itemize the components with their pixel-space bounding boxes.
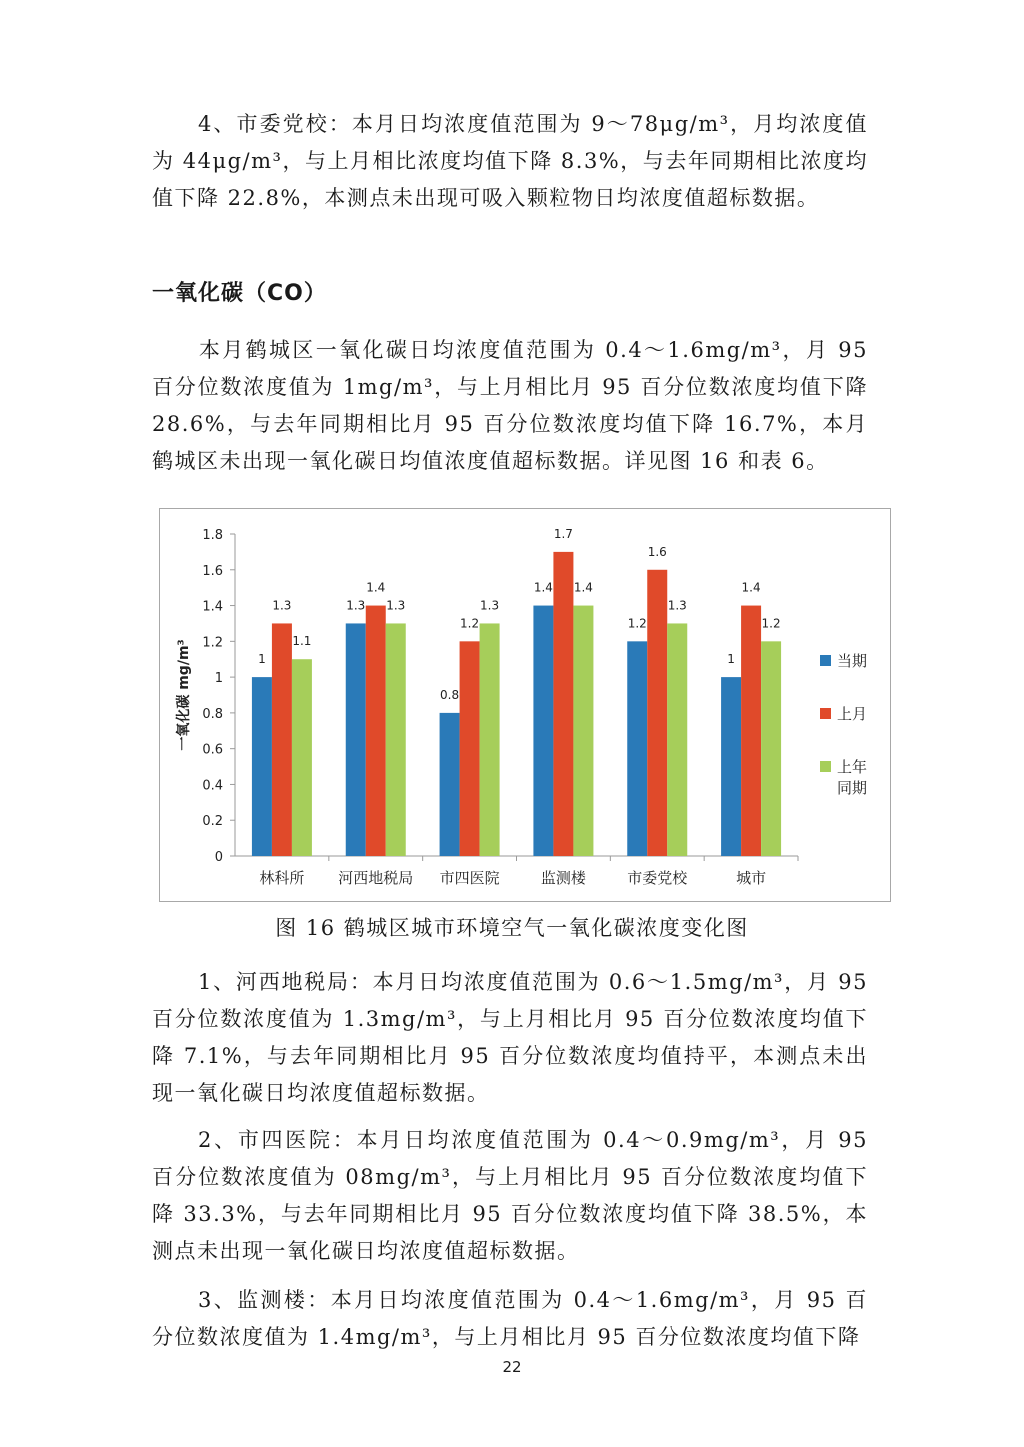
bar-value-label: 1.3 (667, 598, 687, 613)
bar-value-label: 1.3 (346, 598, 366, 613)
y-tick-label: 0 (214, 850, 223, 865)
y-tick-label: 0.4 (202, 778, 223, 794)
legend-label: 上月 (837, 705, 868, 723)
bar-current (627, 641, 647, 856)
bar-value-label: 1 (727, 652, 735, 667)
bar-last-year (292, 659, 312, 856)
paragraph-co-summary (152, 332, 868, 480)
x-category-label: 监测楼 (540, 869, 586, 887)
y-tick-label: 0.8 (202, 706, 223, 722)
bar-value-label: 1.2 (460, 616, 480, 631)
bar-value-label: 1.6 (647, 544, 667, 559)
bar-last-month (647, 570, 667, 856)
page-number: 22 (502, 1358, 522, 1376)
paragraph-hexi-tax-bureau (152, 964, 868, 1112)
x-category-label: 市四医院 (439, 869, 500, 887)
bar-value-label: 1.7 (553, 526, 573, 541)
y-tick-label: 1 (214, 671, 223, 687)
bar-value-label: 1.2 (761, 616, 781, 631)
paragraph-text: 3、监测楼：本月日均浓度值范围为 0.4～1.6mg/m³，月 95 百分位数浓度值为 1.4mg/m³，与上月相比月 95 百分位数浓度均值下降 (152, 1288, 868, 1349)
bar-value-label: 0.8 (440, 687, 460, 702)
bar-current (533, 606, 553, 856)
legend-swatch (820, 655, 831, 666)
bar-last-month (741, 606, 761, 856)
bar-last-year (573, 606, 593, 856)
bar-current (440, 713, 460, 856)
bar-value-label: 1.1 (292, 634, 312, 649)
y-axis-title: 一氧化碳 mg/m³ (176, 639, 192, 751)
y-tick-label: 0.6 (202, 742, 223, 758)
x-category-label: 市委党校 (627, 869, 688, 887)
bar-value-label: 1.4 (533, 580, 553, 595)
paragraph-text: 1、河西地税局：本月日均浓度值范围为 0.6～1.5mg/m³，月 95 百分位数浓度值为 1.3mg/m³，与上月相比月 95 百分位数浓度均值下降 7.1%，与去年同期相比月 95 百分位数浓度均值持平，本测点未出现一氧化碳日均浓度值超标数据。 (152, 970, 868, 1105)
bar-current (721, 677, 741, 856)
paragraph-party-school-pm10 (152, 106, 868, 217)
bar-last-year (480, 623, 500, 856)
bar-value-label: 1.4 (741, 580, 761, 595)
y-tick-label: 1.4 (202, 599, 223, 615)
bar-value-label: 1.3 (272, 598, 292, 613)
legend-swatch (820, 708, 831, 719)
legend-swatch (820, 761, 831, 772)
bar-current (252, 677, 272, 856)
x-category-label: 林科所 (259, 869, 305, 887)
paragraph-monitoring-building (152, 1282, 868, 1356)
x-category-label: 河西地税局 (338, 869, 414, 887)
bar-last-month (553, 552, 573, 856)
y-tick-label: 0.2 (202, 814, 223, 830)
bar-value-label: 1 (258, 652, 266, 667)
bar-value-label: 1.3 (480, 598, 500, 613)
bar-last-month (366, 606, 386, 856)
legend-label: 上年 (837, 758, 868, 776)
paragraph-text: 本月鹤城区一氧化碳日均浓度值范围为 0.4～1.6mg/m³，月 95 百分位数浓度值为 1mg/m³，与上月相比月 95 百分位数浓度均值下降 28.6%，与去年同期相比月 95 百分位数浓度均值下降 16.7%，本月鹤城区未出现一氧化碳日均值浓度值超标数据。详见图 16 和表 6。 (152, 338, 868, 473)
section-heading-co: 一氧化碳（CO） (152, 281, 327, 306)
x-category-label: 城市 (736, 869, 767, 887)
bar-last-year (667, 623, 687, 856)
bar-value-label: 1.2 (627, 616, 647, 631)
bar-last-month (272, 623, 292, 856)
co-bar-chart (159, 508, 891, 902)
figure-caption: 图 16 鹤城区城市环境空气一氧化碳浓度变化图 (275, 916, 749, 940)
y-tick-label: 1.6 (202, 563, 223, 579)
paragraph-text: 4、市委党校：本月日均浓度值范围为 9～78μg/m³，月均浓度值为 44μg/m³，与上月相比浓度均值下降 8.3%，与去年同期相比浓度均值下降 22.8%，本测点未出现可吸入颗粒物日均浓度值超标数据。 (152, 112, 868, 210)
legend-label: 同期 (837, 779, 868, 797)
bar-value-label: 1.4 (573, 580, 593, 595)
bar-last-year (761, 641, 781, 856)
legend-label: 当期 (837, 652, 868, 670)
bar-current (346, 623, 366, 856)
bar-value-label: 1.3 (386, 598, 406, 613)
bar-last-year (386, 623, 406, 856)
chart-svg (160, 509, 890, 901)
y-tick-label: 1.8 (202, 528, 223, 543)
paragraph-fourth-hospital (152, 1122, 868, 1270)
paragraph-text: 2、市四医院：本月日均浓度值范围为 0.4～0.9mg/m³，月 95 百分位数浓度值为 08mg/m³，与上月相比月 95 百分位数浓度均值下降 33.3%，与去年同期相比月 95 百分位数浓度均值下降 38.5%，本测点未出现一氧化碳日均浓度值超标数据。 (152, 1128, 868, 1263)
bar-last-month (460, 641, 480, 856)
y-tick-label: 1.2 (202, 635, 223, 651)
bar-value-label: 1.4 (366, 580, 386, 595)
